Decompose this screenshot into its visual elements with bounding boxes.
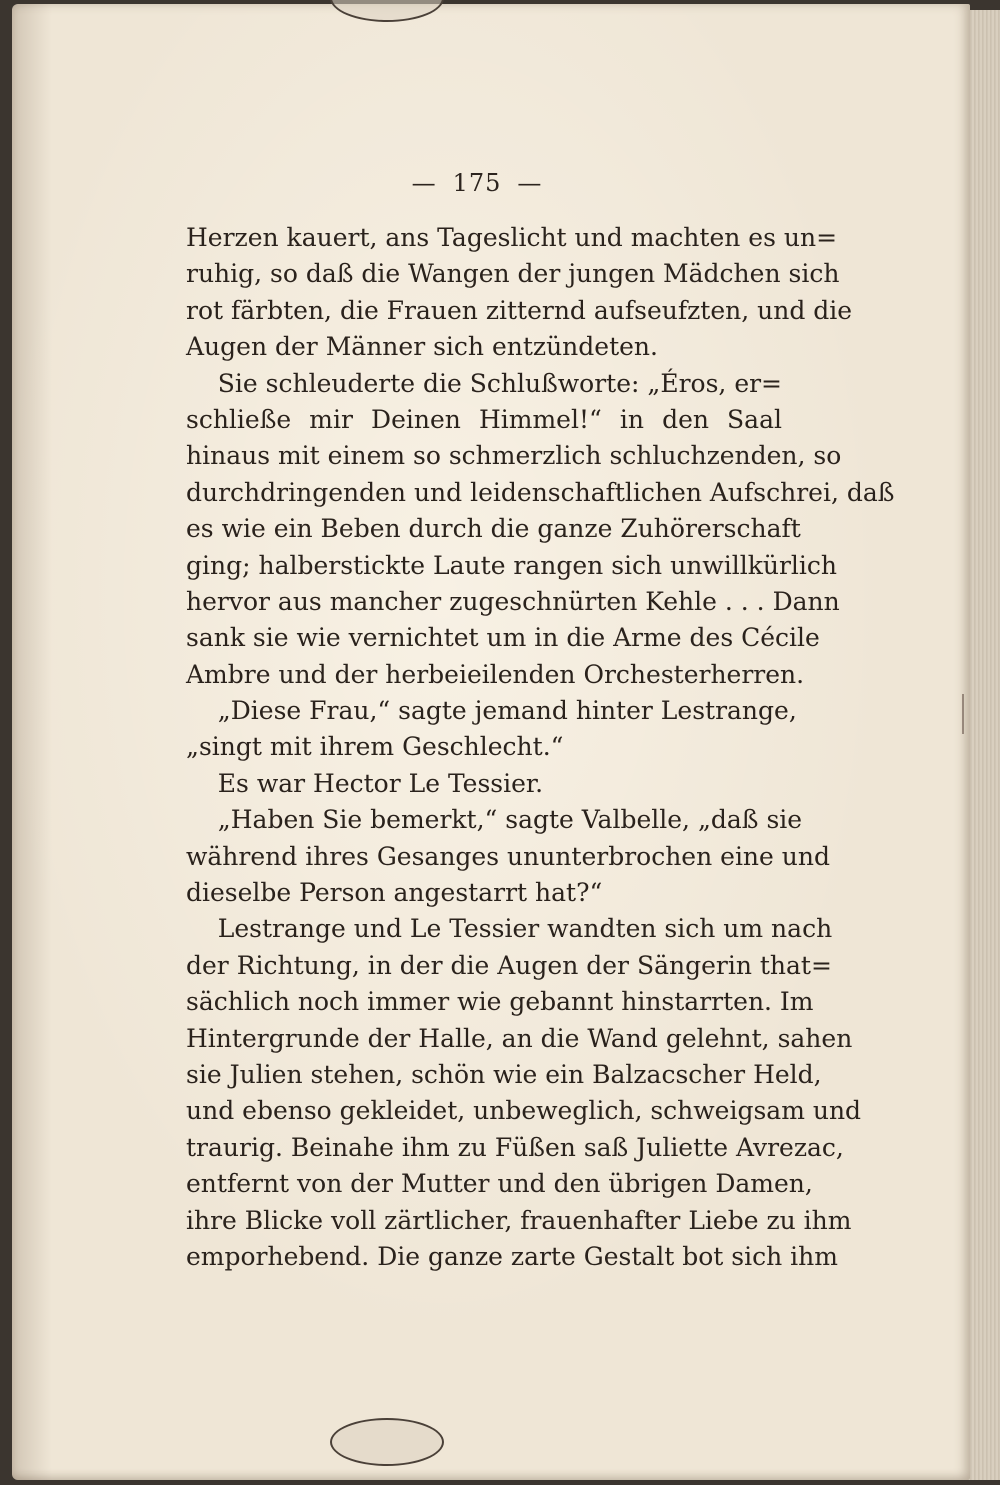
text-line: ihre Blicke voll zärtlicher, frauenhafter Liebe zu ihm [186,1205,852,1235]
text-line: Es war Hector Le Tessier. [186,768,544,798]
header-dash-left: — [411,169,437,197]
text-line: hinaus mit einem so schmerzlich schluchzenden, so [186,441,842,471]
text-line: Hintergrunde der Halle, an die Wand gelehnt, sahen [186,1023,853,1053]
text-line: ging; halberstickte Laute rangen sich unwillkürlich [186,550,837,580]
margin-mark [962,694,964,734]
text-line: „Diese Frau,“ sagte jemand hinter Lestrange, [186,696,797,726]
page-header [12,169,942,197]
text-line: während ihres Gesanges ununterbrochen eine und [186,841,830,871]
text-line: durchdringenden und leidenschaftlichen Aufschrei, daß [186,477,895,507]
text-line: der Richtung, in der die Augen der Sängerin that= [186,950,832,980]
text-line: emporhebend. Die ganze zarte Gestalt bot sich ihm [186,1241,838,1271]
text-line: und ebenso gekleidet, unbeweglich, schweigsam und [186,1096,862,1126]
clip-bottom [330,1418,444,1466]
text-line: entfernt von der Mutter und den übrigen Damen, [186,1169,813,1199]
text-line: Herzen kauert, ans Tageslicht und machten es un= [186,223,838,252]
text-line: traurig. Beinahe ihm zu Füßen saß Juliette Avrezac, [186,1132,844,1162]
text-line: Augen der Männer sich entzündeten. [186,332,658,362]
text-line: Sie schleuderte die Schlußworte: „Éros, er= [186,368,783,398]
book-page [12,4,970,1480]
text-line: es wie ein Beben durch die ganze Zuhörerschaft [186,514,801,544]
text-line: „Haben Sie bemerkt,“ sagte Valbelle, „daß sie [186,805,803,835]
text-line: hervor aus mancher zugeschnürten Kehle . . . Dann [186,586,840,616]
text-line: sächlich noch immer wie gebannt hinstarrten. Im [186,987,814,1017]
text-line: schließe mir Deinen Himmel!“ in den Saal [186,404,782,434]
text-line: Lestrange und Le Tessier wandten sich um nach [186,914,833,944]
text-line: sank sie wie vernichtet um in die Arme des Cécile [186,623,820,653]
text-line: rot färbten, die Frauen zitternd aufseufzten, und die [186,295,853,325]
header-dash-right: — [517,169,543,197]
page-body-text [186,220,895,1275]
text-line: Ambre und der herbeieilenden Orchesterherren. [186,659,805,689]
text-line: ruhig, so daß die Wangen der jungen Mädchen sich [186,259,840,289]
page-number: 175 [452,169,502,197]
text-line: sie Julien stehen, schön wie ein Balzacscher Held, [186,1059,822,1089]
text-line: „singt mit ihrem Geschlecht.“ [186,732,564,762]
text-line: dieselbe Person angestarrt hat?“ [186,878,603,908]
